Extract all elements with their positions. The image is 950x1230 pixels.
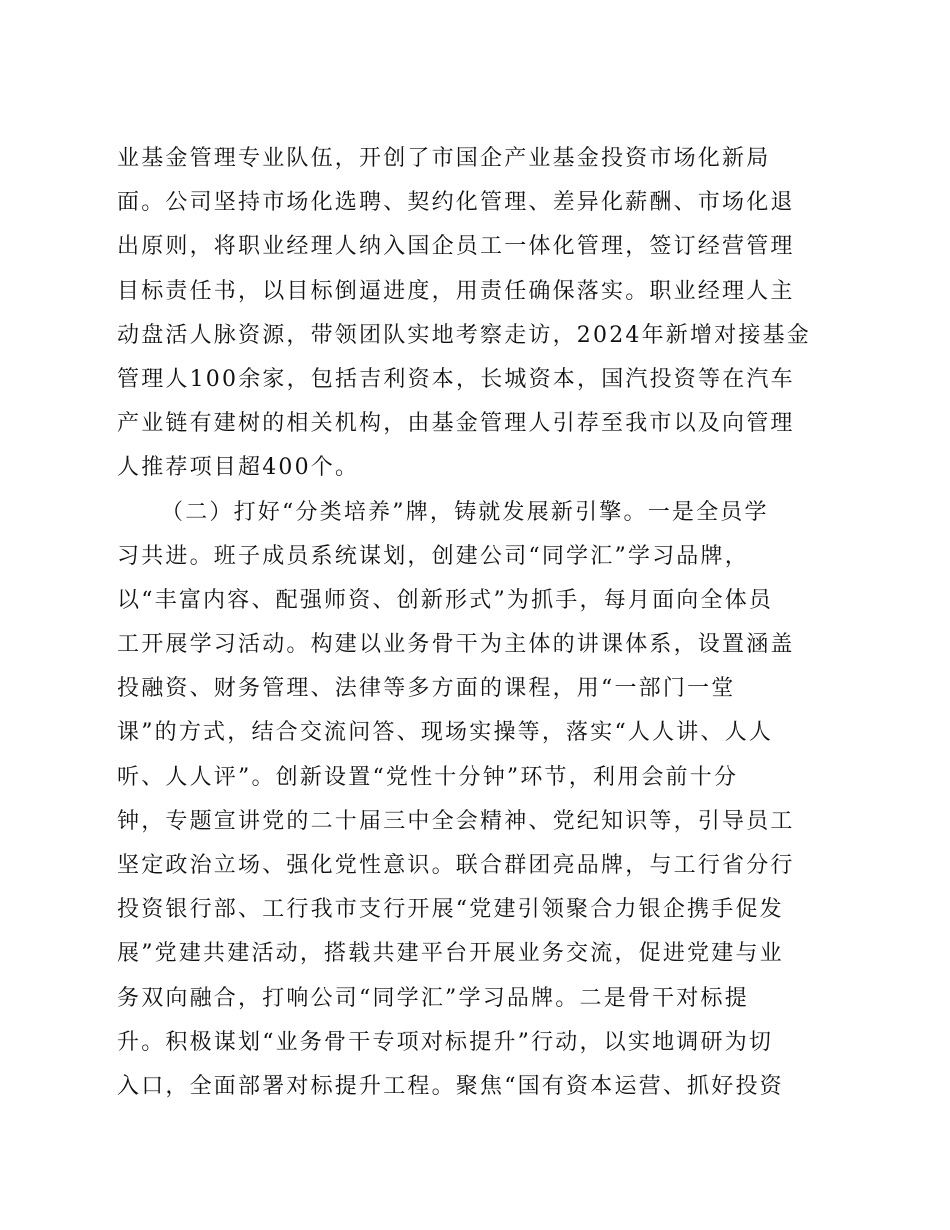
text-line: 出原则，将职业经理人纳入国企员工一体化管理，签订经营管理 <box>117 234 795 260</box>
body-text <box>117 137 817 1109</box>
text-line: 钟，专题宣讲党的二十届三中全会精神、党纪知识等，引导员工 <box>117 808 795 834</box>
text-line: 升。积极谋划“业务骨干专项对标提升”行动，以实地调研为切 <box>117 1029 774 1055</box>
text-line: 人推荐项目超400个。 <box>117 455 360 481</box>
text-line: 产业链有建树的相关机构，由基金管理人引荐至我市以及向管理 <box>117 411 795 437</box>
text-line: 面。公司坚持市场化选聘、契约化管理、差异化薪酬、市场化退 <box>117 190 795 216</box>
text-line: 业基金管理专业队伍，开创了市国企产业基金投资市场化新局 <box>117 146 771 171</box>
text-line: 听、人人评”。创新设置“党性十分钟”环节，利用会前十分 <box>117 764 739 790</box>
text-line: 习共进。班子成员系统谋划，创建公司“同学汇”学习品牌， <box>117 543 749 569</box>
section-heading-line: （二）打好“分类培养”牌，铸就发展新引擎。一是全员学 <box>161 499 769 525</box>
text-line: 务双向融合，打响公司“同学汇”学习品牌。二是骨干对标提 <box>117 985 749 1011</box>
text-line: 入口，全面部署对标提升工程。聚焦“国有资本运营、抓好投资 <box>117 1073 784 1099</box>
text-line: 投资银行部、工行我市支行开展“党建引领聚合力银企携手促发 <box>117 897 784 923</box>
text-line: 投融资、财务管理、法律等多方面的课程，用“一部门一堂 <box>117 676 736 702</box>
text-line: 坚定政治立场、强化党性意识。联合群团亮品牌，与工行省分行 <box>117 853 795 878</box>
text-line: 展”党建共建活动，搭载共建平台开展业务交流，促进党建与业 <box>117 941 784 967</box>
text-line: 动盘活人脉资源，带领团队实地考察走访，2024年新增对接基金 <box>117 322 811 348</box>
text-line: 目标责任书，以目标倒逼进度，用责任确保落实。职业经理人主 <box>117 278 795 304</box>
text-line: 以“丰富内容、配强师资、创新形式”为抓手，每月面向全体员 <box>117 587 774 613</box>
text-line: 课”的方式，结合交流问答、现场实操等，落实“人人讲、人人 <box>117 720 774 746</box>
text-line: 工开展学习活动。构建以业务骨干为主体的讲课体系，设置涵盖 <box>117 632 795 658</box>
text-line: 管理人100余家，包括吉利资本，长城资本，国汽投资等在汽车 <box>117 366 795 392</box>
